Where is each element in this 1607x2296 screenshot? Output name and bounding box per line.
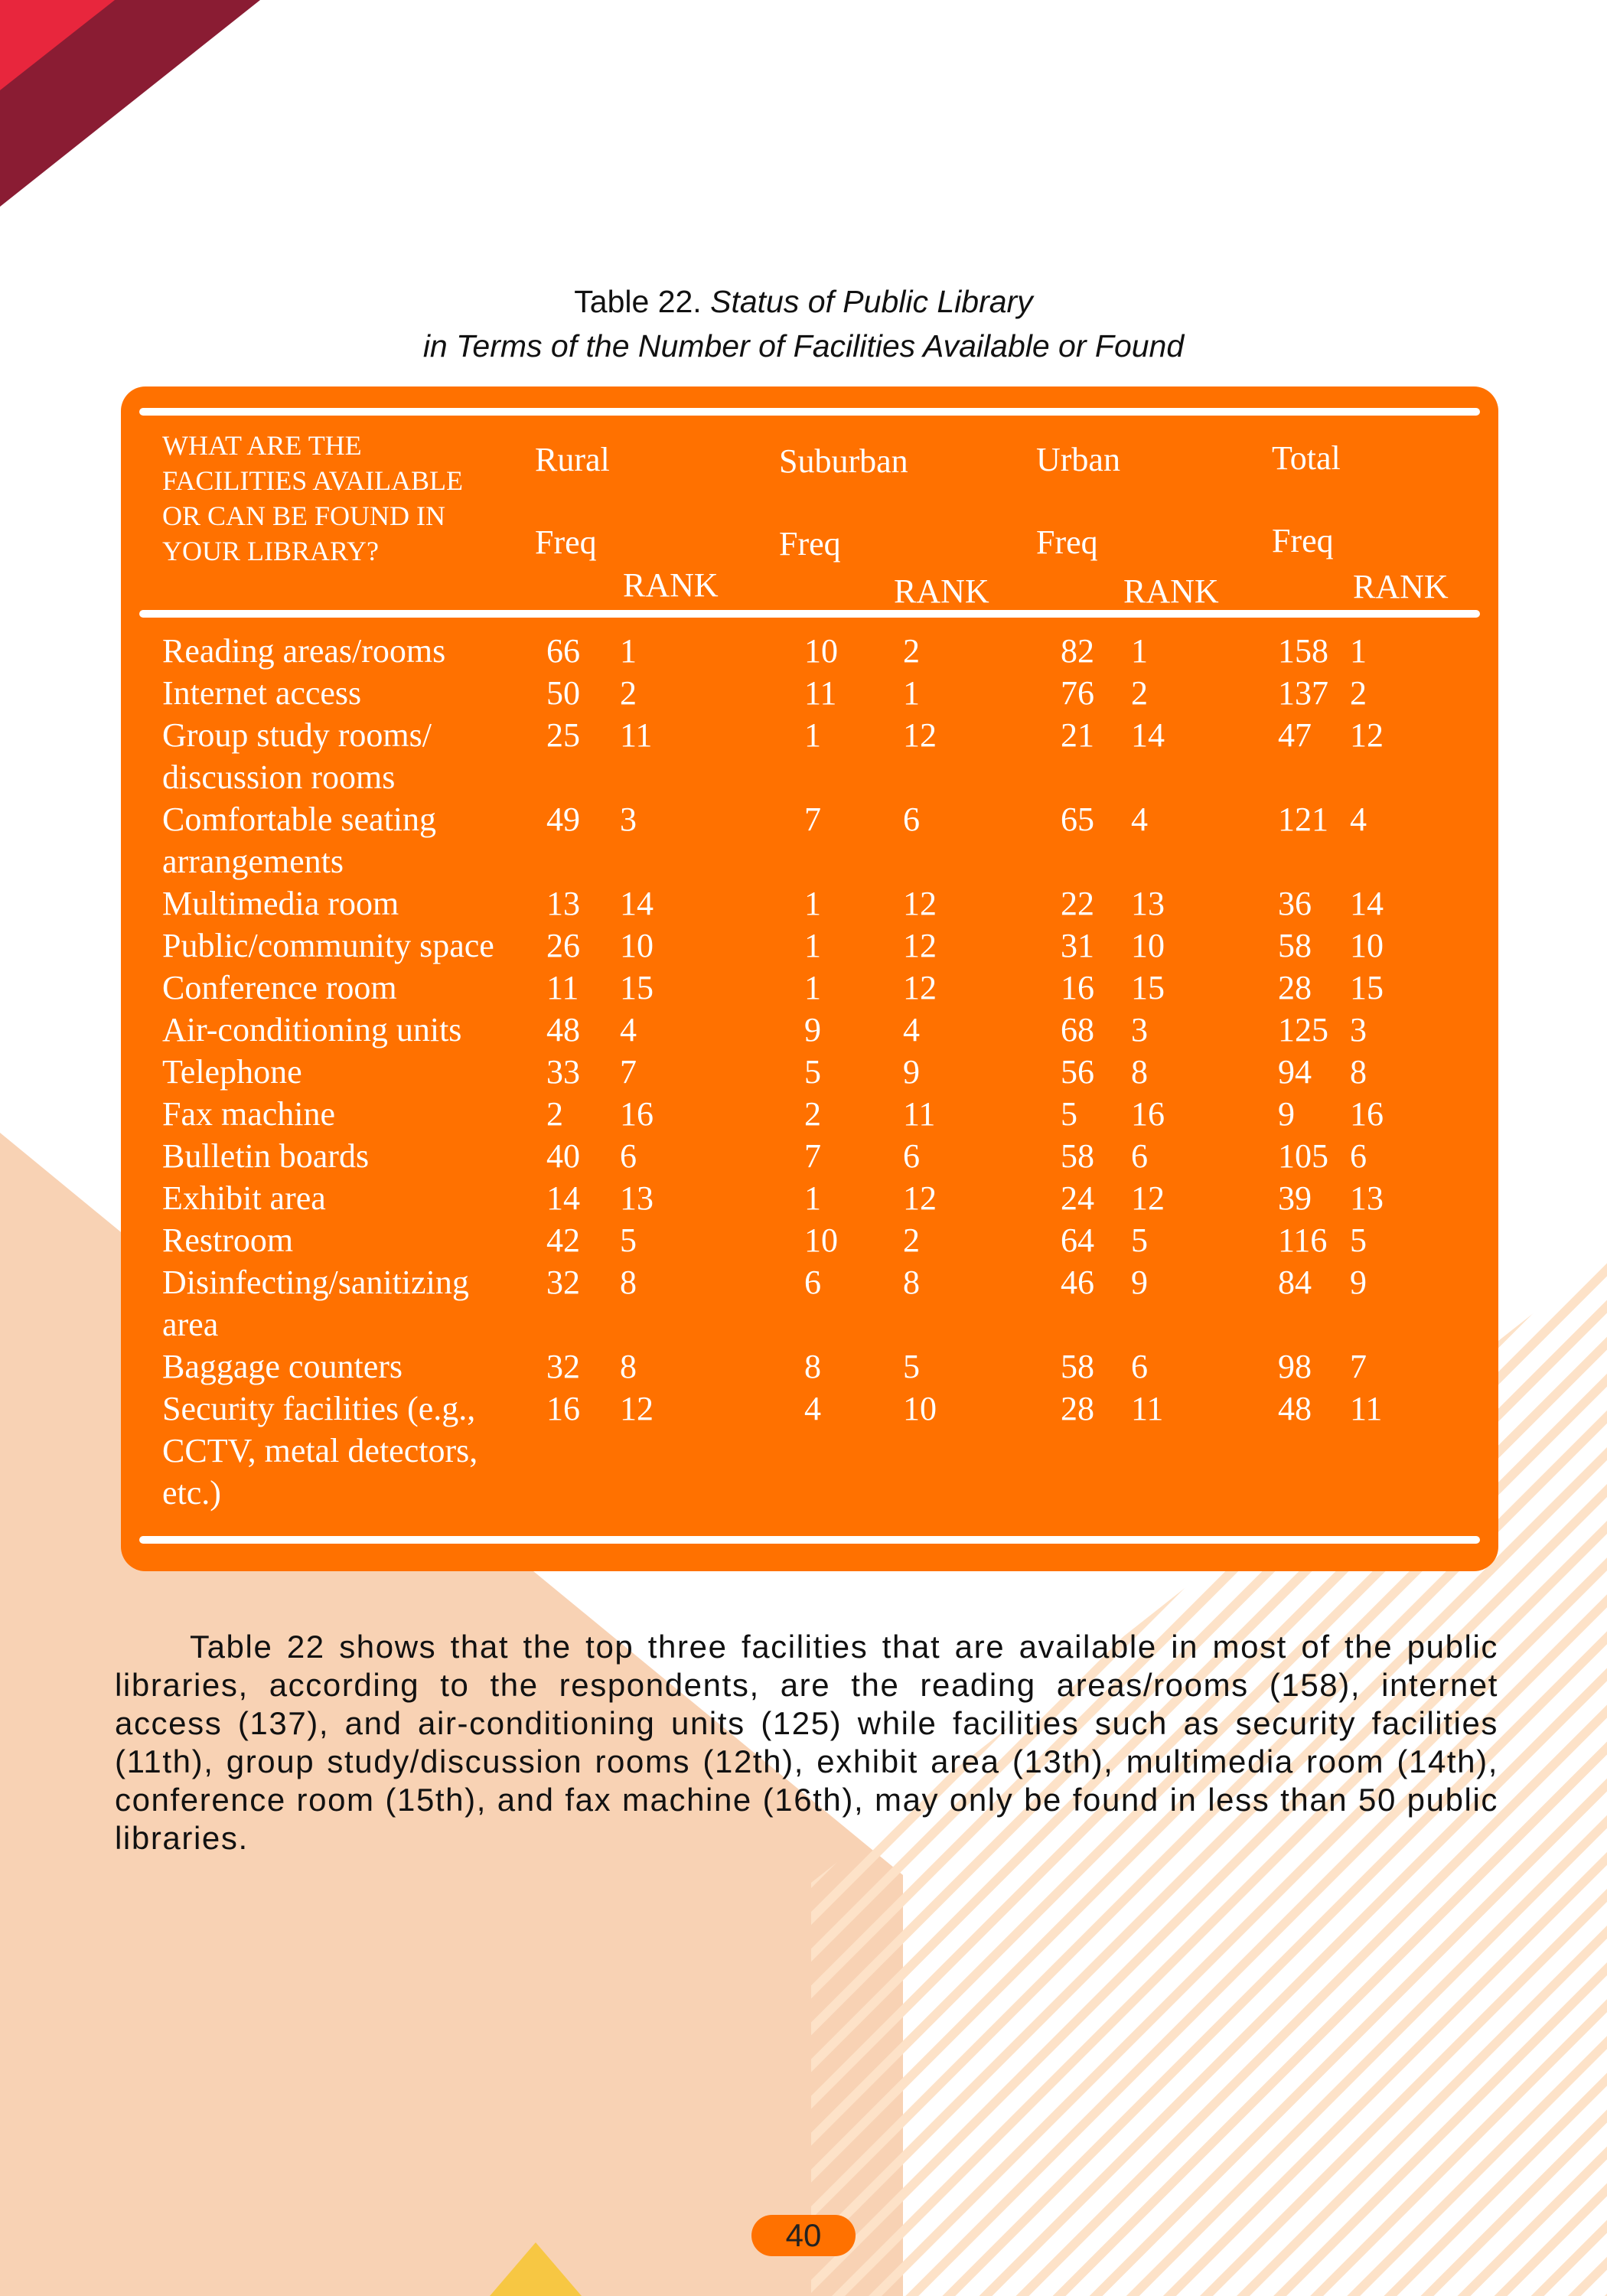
- freq-cell: 40: [546, 1137, 580, 1175]
- freq-header-urban: Freq: [1036, 523, 1098, 561]
- group-header-suburban: Suburban: [779, 442, 908, 480]
- rank-cell: 3: [1350, 1011, 1367, 1049]
- rank-cell: 6: [1131, 1137, 1148, 1175]
- freq-cell: 137: [1278, 674, 1328, 712]
- freq-cell: 1: [804, 1179, 821, 1217]
- freq-cell: 7: [804, 801, 821, 838]
- freq-cell: 21: [1061, 716, 1094, 754]
- table-row: [121, 1093, 1498, 1135]
- freq-cell: 26: [546, 927, 580, 964]
- rank-cell: 5: [903, 1348, 920, 1385]
- freq-cell: 46: [1061, 1264, 1094, 1301]
- rank-cell: 9: [903, 1053, 920, 1091]
- table-bottom-rule: [139, 1536, 1480, 1544]
- rank-cell: 12: [903, 885, 937, 922]
- rank-cell: 14: [1131, 716, 1165, 754]
- freq-cell: 56: [1061, 1053, 1094, 1091]
- group-header-total: Total: [1272, 439, 1341, 477]
- freq-cell: 1: [804, 716, 821, 754]
- freq-cell: 49: [546, 801, 580, 838]
- freq-cell: 1: [804, 969, 821, 1006]
- facility-label: Restroom: [162, 1221, 294, 1259]
- rank-cell: 2: [903, 1221, 920, 1259]
- facility-label: Conference room: [162, 969, 397, 1006]
- table-row: [121, 967, 1498, 1009]
- rank-cell: 11: [620, 716, 653, 754]
- table-row: [121, 1135, 1498, 1177]
- rank-cell: 2: [620, 674, 637, 712]
- rank-header-urban: RANK: [1123, 572, 1219, 610]
- rank-cell: 12: [620, 1390, 654, 1427]
- table-row: [121, 798, 1498, 882]
- freq-cell: 32: [546, 1264, 580, 1301]
- rank-cell: 11: [1350, 1390, 1383, 1427]
- rank-cell: 15: [1350, 969, 1384, 1006]
- rank-cell: 6: [903, 1137, 920, 1175]
- rank-cell: 6: [1131, 1348, 1148, 1385]
- freq-cell: 16: [546, 1390, 580, 1427]
- table-row: [121, 1051, 1498, 1093]
- rank-cell: 10: [620, 927, 654, 964]
- rank-cell: 8: [620, 1264, 637, 1301]
- rank-cell: 6: [903, 801, 920, 838]
- rank-cell: 14: [1350, 885, 1384, 922]
- rank-cell: 11: [1131, 1390, 1164, 1427]
- table-row: [121, 630, 1498, 672]
- freq-cell: 14: [546, 1179, 580, 1217]
- freq-cell: 1: [804, 885, 821, 922]
- facility-label: Internet access: [162, 674, 362, 712]
- rank-cell: 7: [620, 1053, 637, 1091]
- rank-cell: 12: [903, 927, 937, 964]
- caption-subtitle: in Terms of the Number of Facilities Available or Found: [422, 328, 1185, 364]
- rank-cell: 3: [620, 801, 637, 838]
- freq-cell: 48: [546, 1011, 580, 1049]
- table-row: [121, 882, 1498, 925]
- rank-cell: 10: [1131, 927, 1165, 964]
- rank-header-suburban: RANK: [894, 572, 989, 610]
- page-number: 40: [751, 2215, 856, 2256]
- facility-label: Baggage counters: [162, 1348, 403, 1385]
- freq-cell: 50: [546, 674, 580, 712]
- rank-cell: 2: [1131, 674, 1148, 712]
- freq-cell: 8: [804, 1348, 821, 1385]
- freq-cell: 98: [1278, 1348, 1312, 1385]
- facility-label: Fax machine: [162, 1095, 336, 1133]
- table-row: [121, 1388, 1498, 1514]
- facility-label: Comfortable seating arrangements: [162, 801, 437, 880]
- table-body: [121, 630, 1498, 1514]
- rank-cell: 12: [903, 969, 937, 1006]
- rank-cell: 13: [620, 1179, 654, 1217]
- facility-label: Telephone: [162, 1053, 302, 1091]
- freq-cell: 28: [1278, 969, 1312, 1006]
- facility-label: Group study rooms/ discussion rooms: [162, 716, 432, 796]
- freq-cell: 39: [1278, 1179, 1312, 1217]
- freq-cell: 47: [1278, 716, 1312, 754]
- freq-cell: 68: [1061, 1011, 1094, 1049]
- facility-label: Public/community space: [162, 927, 494, 964]
- rank-cell: 11: [903, 1095, 936, 1133]
- table-header-rule: [139, 610, 1480, 618]
- rank-cell: 5: [1131, 1221, 1148, 1259]
- rank-cell: 4: [620, 1011, 637, 1049]
- facility-label: Reading areas/rooms: [162, 632, 446, 670]
- freq-cell: 28: [1061, 1390, 1094, 1427]
- rank-cell: 5: [1350, 1221, 1367, 1259]
- freq-cell: 94: [1278, 1053, 1312, 1091]
- freq-cell: 4: [804, 1390, 821, 1427]
- freq-cell: 65: [1061, 801, 1094, 838]
- rank-cell: 12: [1131, 1179, 1165, 1217]
- freq-cell: 2: [804, 1095, 821, 1133]
- freq-cell: 31: [1061, 927, 1094, 964]
- rank-cell: 12: [1350, 716, 1384, 754]
- rank-header-rural: RANK: [623, 566, 719, 604]
- freq-cell: 11: [546, 969, 579, 1006]
- freq-cell: 10: [804, 1221, 838, 1259]
- table-row: [121, 925, 1498, 967]
- freq-cell: 58: [1061, 1348, 1094, 1385]
- freq-cell: 25: [546, 716, 580, 754]
- freq-cell: 13: [546, 885, 580, 922]
- rank-cell: 4: [1350, 801, 1367, 838]
- rank-cell: 1: [620, 632, 637, 670]
- freq-cell: 82: [1061, 632, 1094, 670]
- freq-cell: 125: [1278, 1011, 1328, 1049]
- rank-cell: 12: [903, 1179, 937, 1217]
- freq-cell: 36: [1278, 885, 1312, 922]
- rank-cell: 15: [620, 969, 654, 1006]
- table-row: [121, 714, 1498, 798]
- freq-cell: 22: [1061, 885, 1094, 922]
- table-row: [121, 1177, 1498, 1219]
- rank-header-total: RANK: [1353, 568, 1449, 605]
- facility-label: Air-conditioning units: [162, 1011, 462, 1049]
- freq-cell: 9: [804, 1011, 821, 1049]
- freq-cell: 42: [546, 1221, 580, 1259]
- facility-label: Multimedia room: [162, 885, 399, 922]
- caption-title: Status of Public Library: [710, 284, 1033, 319]
- rank-cell: 9: [1131, 1264, 1148, 1301]
- rank-cell: 12: [903, 716, 937, 754]
- freq-cell: 33: [546, 1053, 580, 1091]
- rank-cell: 2: [903, 632, 920, 670]
- freq-cell: 64: [1061, 1221, 1094, 1259]
- freq-header-rural: Freq: [535, 523, 597, 561]
- freq-cell: 24: [1061, 1179, 1094, 1217]
- rank-cell: 6: [620, 1137, 637, 1175]
- rank-cell: 16: [1350, 1095, 1384, 1133]
- freq-cell: 1: [804, 927, 821, 964]
- group-header-rural: Rural: [535, 441, 610, 478]
- rank-cell: 13: [1350, 1179, 1384, 1217]
- table-top-rule: [139, 408, 1480, 416]
- freq-cell: 10: [804, 632, 838, 670]
- rank-cell: 4: [903, 1011, 920, 1049]
- freq-cell: 116: [1278, 1221, 1328, 1259]
- rank-cell: 4: [1131, 801, 1148, 838]
- freq-cell: 5: [804, 1053, 821, 1091]
- caption-prefix: Table 22.: [574, 284, 711, 319]
- freq-cell: 5: [1061, 1095, 1077, 1133]
- freq-cell: 32: [546, 1348, 580, 1385]
- body-paragraph-text: Table 22 shows that the top three facilities that are available in most of the public libraries, according to the respondents, are the reading areas/rooms (158), internet access (137), and air-conditioning units (125) while facilities such as security facilities (11th), group study/discussion rooms (12th), exhibit area (13th), multimedia room (14th), conference room (15th), and fax machine (16th), may only be found in less than 50 public libraries.: [115, 1629, 1498, 1856]
- freq-cell: 7: [804, 1137, 821, 1175]
- table-row: [121, 1009, 1498, 1051]
- rank-cell: 8: [903, 1264, 920, 1301]
- rank-cell: 9: [1350, 1264, 1367, 1301]
- freq-cell: 84: [1278, 1264, 1312, 1301]
- rank-cell: 16: [1131, 1095, 1165, 1133]
- table-row: [121, 1261, 1498, 1345]
- rank-cell: 8: [620, 1348, 637, 1385]
- facility-label: Bulletin boards: [162, 1137, 370, 1175]
- question-header: WHAT ARE THE FACILITIES AVAILABLE OR CAN BE FOUND IN YOUR LIBRARY?: [162, 430, 464, 566]
- freq-cell: 6: [804, 1264, 821, 1301]
- rank-cell: 7: [1350, 1348, 1367, 1385]
- rank-cell: 3: [1131, 1011, 1148, 1049]
- rank-cell: 6: [1350, 1137, 1367, 1175]
- rank-cell: 1: [1131, 632, 1148, 670]
- freq-cell: 66: [546, 632, 580, 670]
- table-row: [121, 672, 1498, 714]
- group-header-urban: Urban: [1036, 441, 1120, 478]
- rank-cell: 16: [620, 1095, 654, 1133]
- rank-cell: 1: [903, 674, 920, 712]
- freq-cell: 2: [546, 1095, 563, 1133]
- freq-cell: 16: [1061, 969, 1094, 1006]
- rank-cell: 15: [1131, 969, 1165, 1006]
- rank-cell: 13: [1131, 885, 1165, 922]
- freq-cell: 76: [1061, 674, 1094, 712]
- freq-cell: 105: [1278, 1137, 1328, 1175]
- rank-cell: 8: [1350, 1053, 1367, 1091]
- facility-label: Security facilities (e.g., CCTV, metal detectors, etc.): [162, 1390, 478, 1512]
- table-caption: [0, 279, 1607, 368]
- table-row: [121, 1219, 1498, 1261]
- rank-cell: 14: [620, 885, 654, 922]
- freq-cell: 11: [804, 674, 837, 712]
- rank-cell: 2: [1350, 674, 1367, 712]
- rank-cell: 10: [1350, 927, 1384, 964]
- rank-cell: 1: [1350, 632, 1367, 670]
- body-paragraph: [115, 1628, 1498, 1857]
- facility-label: Exhibit area: [162, 1179, 326, 1217]
- rank-cell: 5: [620, 1221, 637, 1259]
- freq-cell: 121: [1278, 801, 1328, 838]
- rank-cell: 10: [903, 1390, 937, 1427]
- freq-cell: 58: [1061, 1137, 1094, 1175]
- freq-cell: 58: [1278, 927, 1312, 964]
- freq-header-total: Freq: [1272, 522, 1334, 559]
- rank-cell: 8: [1131, 1053, 1148, 1091]
- freq-cell: 9: [1278, 1095, 1295, 1133]
- freq-cell: 158: [1278, 632, 1328, 670]
- facilities-table: [121, 386, 1498, 1571]
- freq-header-suburban: Freq: [779, 525, 841, 563]
- table-row: [121, 1345, 1498, 1388]
- freq-cell: 48: [1278, 1390, 1312, 1427]
- facility-label: Disinfecting/sanitizing area: [162, 1264, 469, 1343]
